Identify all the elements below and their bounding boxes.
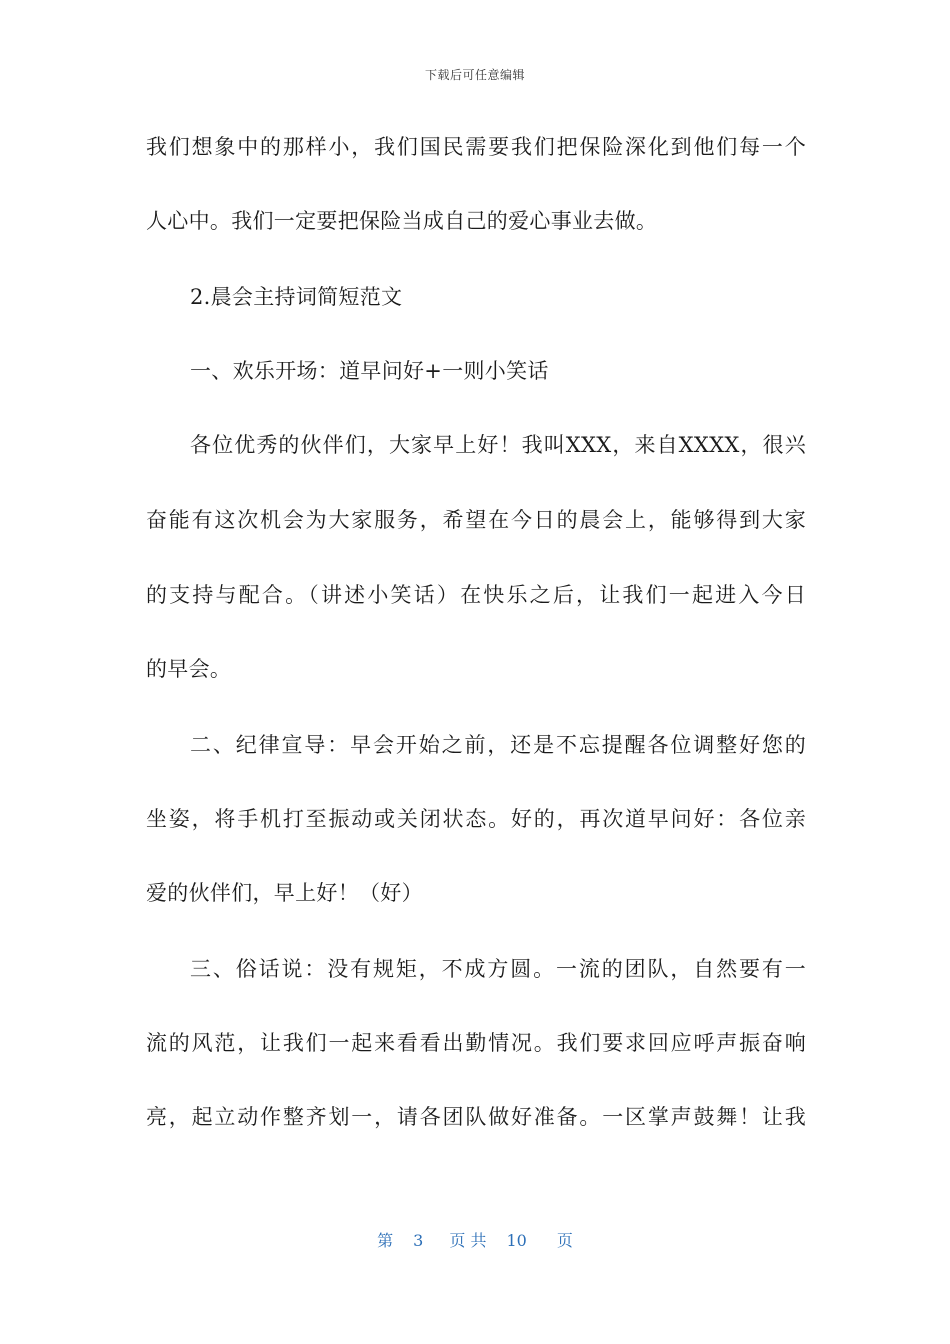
section-heading: 一、欢乐开场：道早问好+一则小笑话 [190,359,549,383]
current-page-number: 3 [413,1231,424,1250]
paragraph-line: 的早会。 [146,657,232,681]
footer-middle: 页 共 [449,1231,487,1250]
paragraph-line: 人心中。我们一定要把保险当成自己的爱心事业去做。 [146,209,658,233]
paragraph-line: 的支持与配合。（讲述小笑话）在快乐之后，让我们一起进入今日 [146,583,806,607]
footer-prefix: 第 [377,1231,394,1250]
footer-suffix: 页 [556,1231,573,1250]
paragraph-line: 二、纪律宣导：早会开始之前，还是不忘提醒各位调整好您的 [190,733,806,757]
header-note: 下载后可任意编辑 [424,68,525,82]
paragraph-line: 亮，起立动作整齐划一，请各团队做好准备。一区掌声鼓舞！让我 [146,1105,806,1129]
paragraph-line: 三、俗话说：没有规矩，不成方圆。一流的团队，自然要有一 [190,957,806,981]
paragraph-line: 奋能有这次机会为大家服务，希望在今日的晨会上，能够得到大家 [146,508,806,532]
paragraph-line: 爱的伙伴们，早上好！（好） [146,881,423,905]
total-pages-number: 10 [506,1231,527,1250]
page-footer [0,1228,950,1251]
paragraph-line: 坐姿，将手机打至振动或关闭状态。好的，再次道早问好：各位亲 [146,807,806,831]
paragraph-line: 流的风范，让我们一起来看看出勤情况。我们要求回应呼声振奋响 [146,1031,806,1055]
paragraph-line: 我们想象中的那样小，我们国民需要我们把保险深化到他们每一个 [146,135,806,159]
paragraph-line: 各位优秀的伙伴们，大家早上好！我叫XXX，来自XXXX，很兴 [190,433,806,457]
section-heading: 2.晨会主持词简短范文 [190,285,403,309]
